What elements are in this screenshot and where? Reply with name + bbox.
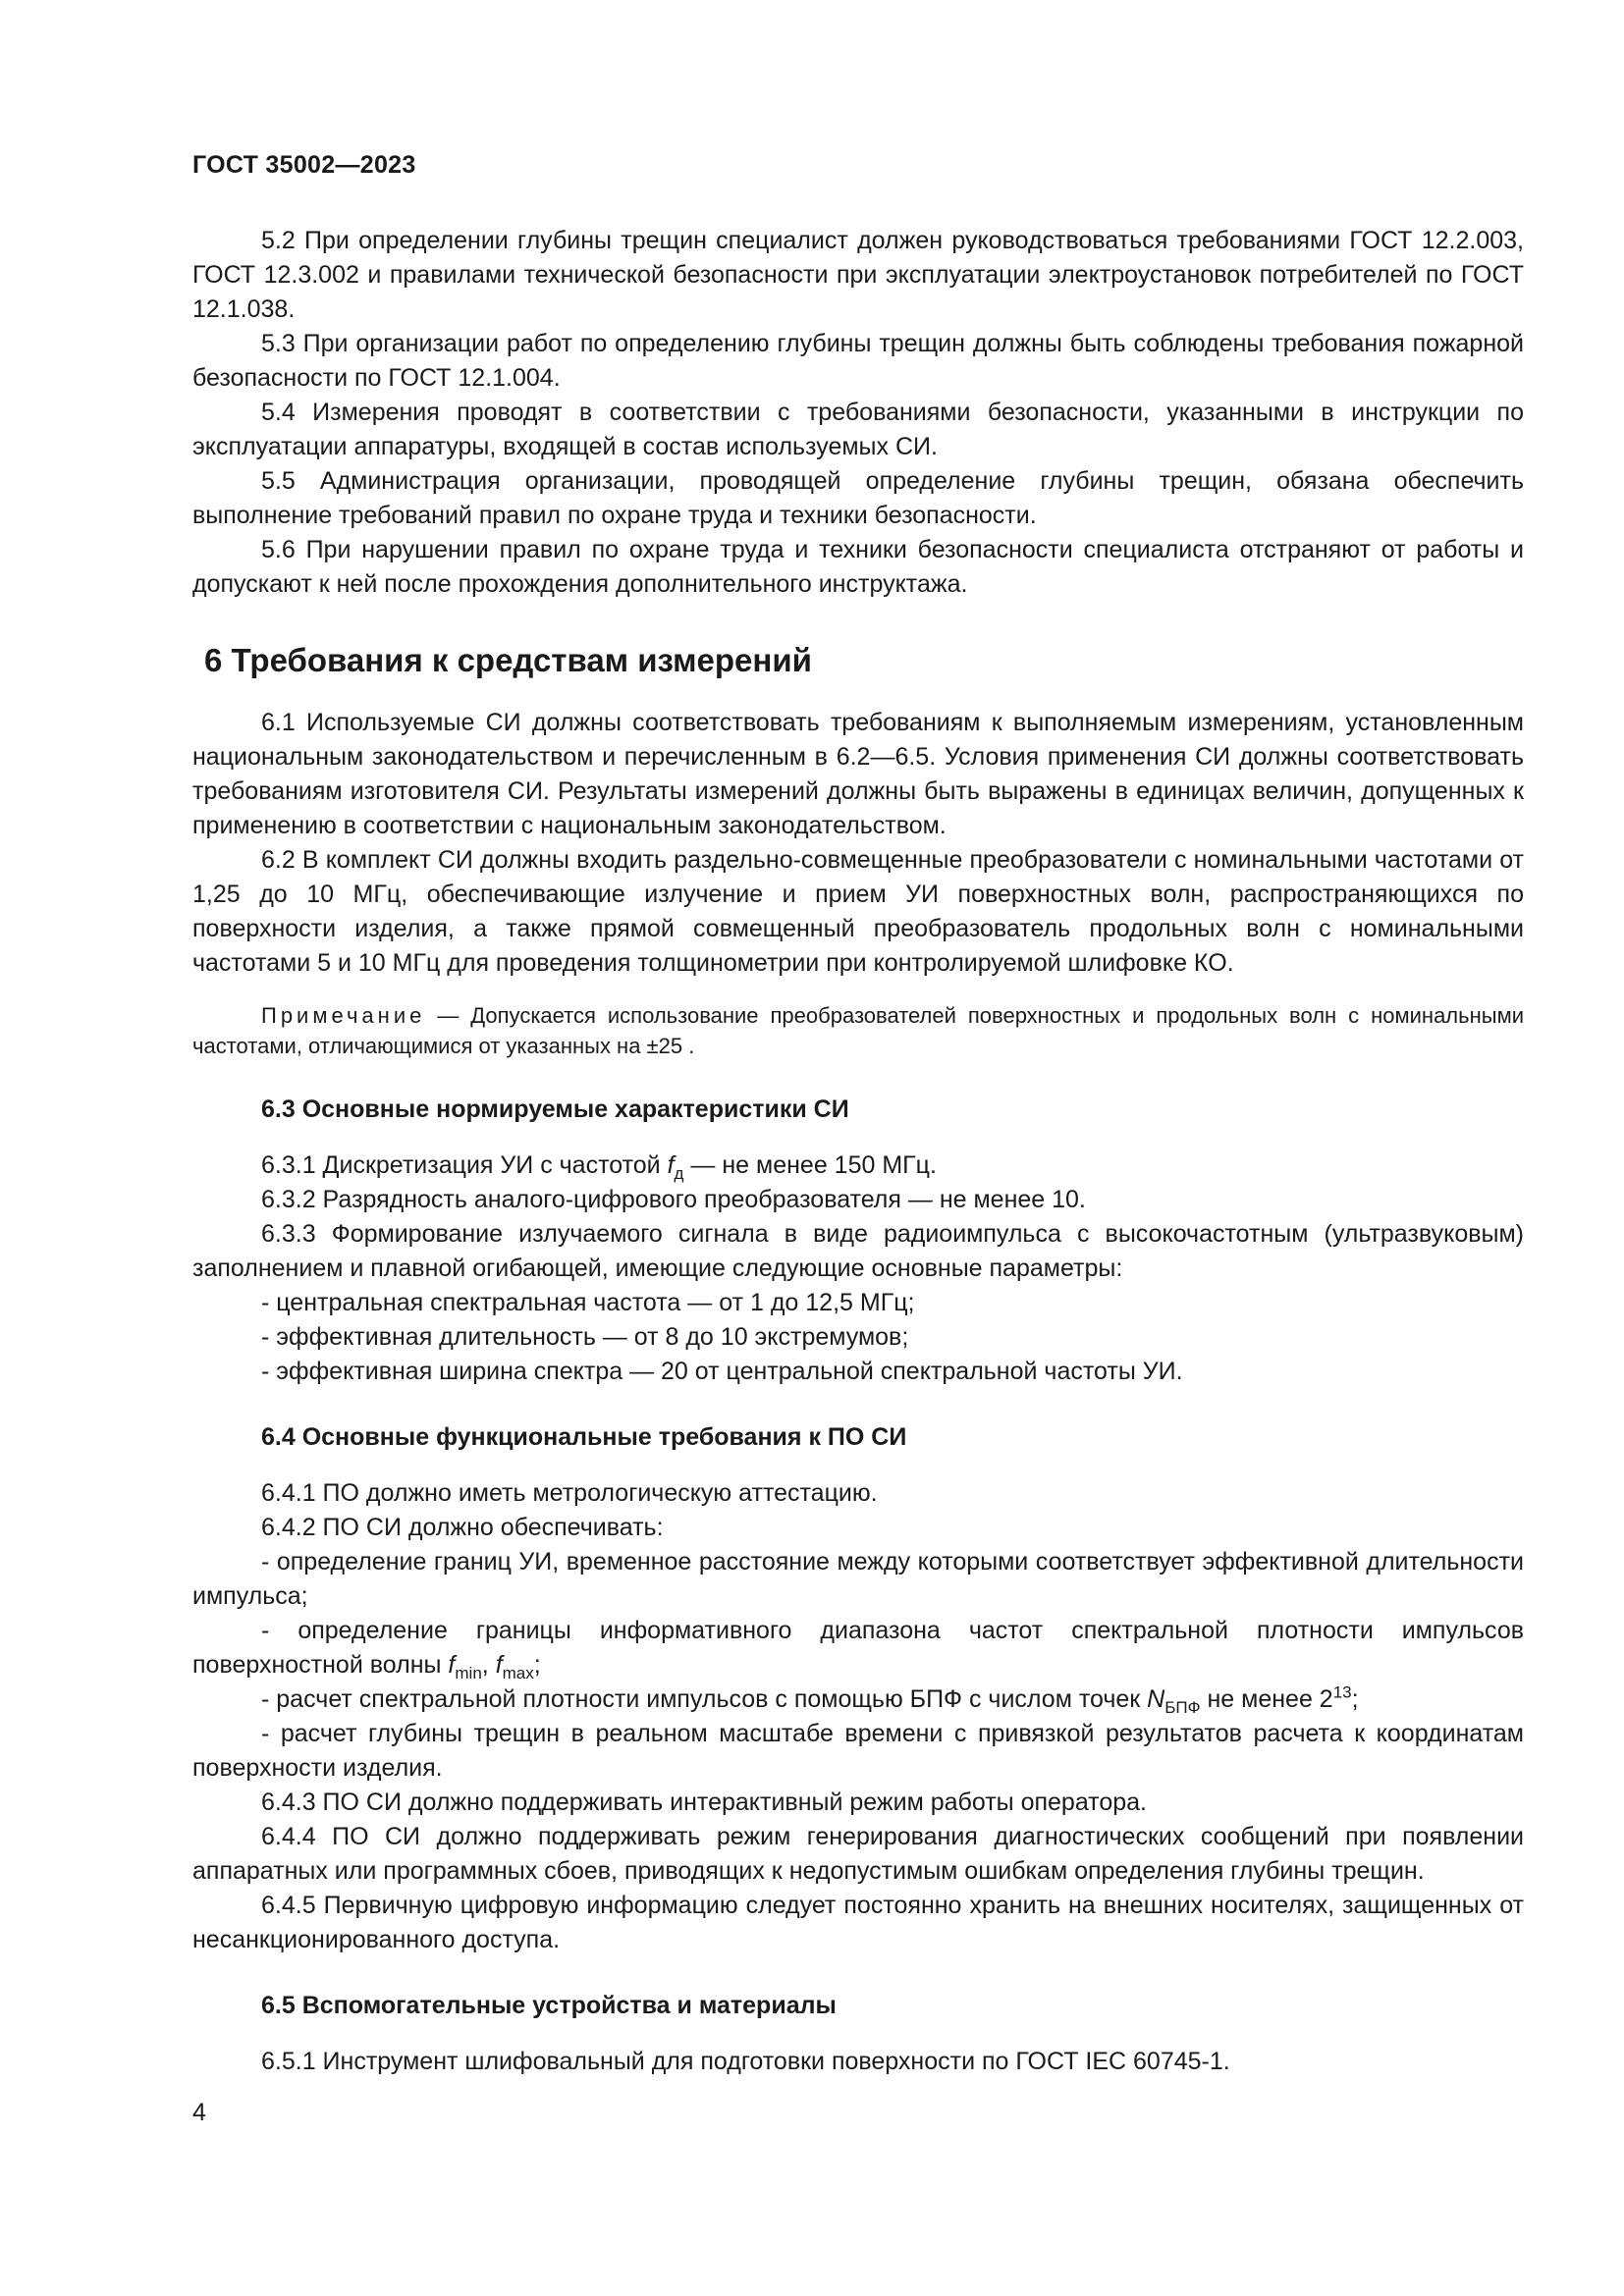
section-6-3-heading: 6.3 Основные нормируемые характеристики СИ bbox=[261, 1095, 849, 1123]
paragraph-6-5-1: 6.5.1 Инструмент шлифовальный для подготовки поверхности по ГОСТ IEC 60745-1. bbox=[261, 2048, 1230, 2075]
paragraph-6-3-3: 6.3.3 Формирование излучаемого сигнала в виде радиоимпульса с высокочастотным (ультразвуковым) заполнением и плавной огибающей, имеющие следующие основные параметры: bbox=[192, 1220, 1524, 1282]
paragraph-6-3-2: 6.3.2 Разрядность аналого-цифрового преобразователя — не менее 10. bbox=[261, 1186, 1086, 1213]
paragraph-6-4-2: 6.4.2 ПО СИ должно обеспечивать: bbox=[261, 1514, 664, 1541]
paragraph-6-2: 6.2 В комплект СИ должны входить раздельно-совмещенные преобразователи с номинальными частотами от 1,25 до 10 МГц, обеспечивающие излучение и прием УИ поверхностных волн, распространяющихся по поверхности изделия, а также прямой совмещенный преобразователь продольных волн с номинальными частотами 5 и 10 МГц для проведения толщинометрии при контролируемой шлифовке КО. bbox=[192, 846, 1524, 977]
note-label: Примечание bbox=[261, 1003, 426, 1028]
paragraph-6-1: 6.1 Используемые СИ должны соответствовать требованиям к выполняемым измерениям, установленным национальным законодательством и перечисленным в 6.2—6.5. Условия применения СИ должны соответствовать требованиям изготовителя СИ. Результаты измерений должны быть выражены в единицах величин, допущенных к применению в соответствии с национальным законодательством. bbox=[192, 709, 1524, 839]
paragraph-6-4-5: 6.4.5 Первичную цифровую информацию следует постоянно хранить на внешних носителях, защищенных от несанкционированного доступа. bbox=[192, 1892, 1524, 1953]
page-number: 4 bbox=[192, 2099, 206, 2126]
list-item: - расчет спектральной плотности импульсов с помощью БПФ с числом точек $N_{БПФ}$ не менее $2^{13}$; bbox=[261, 1682, 1359, 1717]
paragraph-6-4-3: 6.4.3 ПО СИ должно поддерживать интерактивный режим работы оператора. bbox=[261, 1789, 1148, 1816]
list-item: - расчет глубины трещин в реальном масштабе времени с привязкой результатов расчета к координатам поверхности изделия. bbox=[192, 1720, 1524, 1782]
document-header: ГОСТ 35002—2023 bbox=[192, 151, 416, 179]
paragraph-6-3-1: 6.3.1 Дискретизация УИ с частотой $f_д$ — не менее 150 МГц. bbox=[261, 1151, 937, 1183]
document-body bbox=[192, 224, 1524, 2079]
paragraph-5-6: 5.6 При нарушении правил по охране труда и техники безопасности специалиста отстраняют от работы и допускают к ней после прохождения дополнительного инструктажа. bbox=[192, 536, 1524, 598]
list-item: - определение границ УИ, временное расстояние между которыми соответствует эффективной длительности импульса; bbox=[192, 1548, 1524, 1610]
note bbox=[192, 1000, 1524, 1061]
frequency-subscript: д bbox=[674, 1164, 684, 1183]
paragraph-6-4-4: 6.4.4 ПО СИ должно поддерживать режим генерирования диагностических сообщений при появлении аппаратных или программных сбоев, приводящих к недопустимым ошибкам определения глубины трещин. bbox=[192, 1823, 1524, 1885]
list-item: - эффективная ширина спектра — 20 от центральной спектральной частоты УИ. bbox=[261, 1358, 1183, 1385]
section-6-5-heading: 6.5 Вспомогательные устройства и материалы bbox=[261, 1992, 837, 2019]
paragraph-5-2: 5.2 При определении глубины трещин специалист должен руководствоваться требованиями ГОСТ 12.2.003, ГОСТ 12.3.002 и правилами технической безопасности при эксплуатации электроустановок потребителей по ГОСТ 12.1.038. bbox=[192, 227, 1524, 323]
paragraph-6-4-1: 6.4.1 ПО должно иметь метрологическую аттестацию. bbox=[261, 1479, 878, 1507]
list-item: - определение границы информативного диапазона частот спектральной плотности импульсов поверхностной волны $f_{min}$, $f_{max}$; bbox=[192, 1617, 1524, 1682]
paragraph-5-3: 5.3 При организации работ по определению глубины трещин должны быть соблюдены требования пожарной безопасности по ГОСТ 12.1.004. bbox=[192, 330, 1524, 392]
section-6-4-heading: 6.4 Основные функциональные требования к ПО СИ bbox=[261, 1423, 907, 1451]
note-text: — Допускается использование преобразователей поверхностных и продольных волн с номинальными частотами, отличающимися от указанных на ±25 . bbox=[192, 1003, 1524, 1058]
section-6-heading: 6 Требования к средствам измерений bbox=[204, 642, 812, 678]
frequency-variable: f bbox=[667, 1151, 675, 1179]
paragraph-5-5: 5.5 Администрация организации, проводящей определение глубины трещин, обязана обеспечить выполнение требований правил по охране труда и техники безопасности. bbox=[192, 467, 1524, 529]
list-item: - центральная спектральная частота — от 1 до 12,5 МГц; bbox=[261, 1289, 915, 1316]
paragraph-5-4: 5.4 Измерения проводят в соответствии с требованиями безопасности, указанными в инструкции по эксплуатации аппаратуры, входящей в состав используемых СИ. bbox=[192, 399, 1524, 460]
list-item: - эффективная длительность — от 8 до 10 экстремумов; bbox=[261, 1323, 909, 1351]
